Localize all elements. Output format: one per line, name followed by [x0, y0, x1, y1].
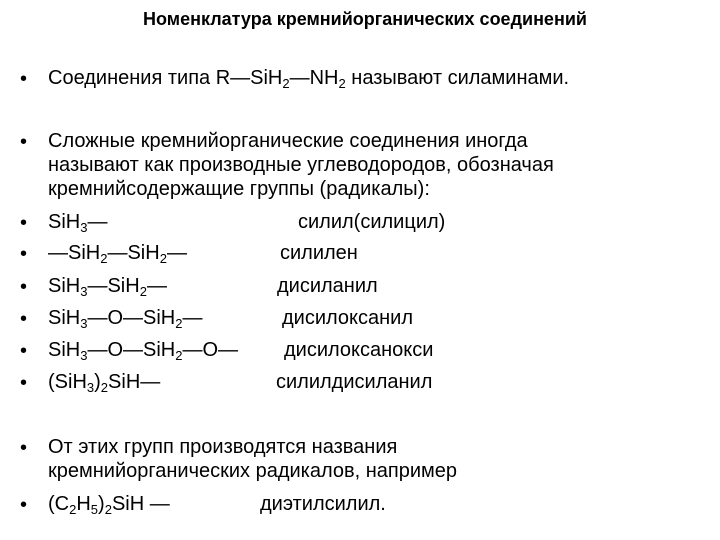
formula-subscript: 2 [159, 251, 167, 266]
formula-part: ) [98, 493, 105, 515]
formula-subscript: 2 [100, 251, 108, 266]
group-formula [48, 307, 203, 329]
silamine-subscript-1: 2 [282, 76, 290, 91]
silamine-text-2: —NH [289, 67, 339, 89]
formula-part: —SiH [87, 275, 140, 297]
formula-part: SiH [48, 307, 81, 329]
formula-subscript: 2 [104, 502, 112, 517]
formula-subscript: 3 [80, 220, 88, 235]
group-formula [48, 371, 160, 393]
formula-part: — [166, 242, 187, 264]
formula-subscript: 3 [86, 380, 95, 395]
formula-subscript: 3 [80, 348, 88, 363]
group-name: дисилоксанокси [284, 339, 434, 361]
formula-part: SiH [48, 275, 81, 297]
complex-line-3: кремнийсодержащие группы (радикалы): [48, 178, 430, 200]
silamine-text-1: Соединения типа R—SiH [48, 67, 283, 89]
group-row [48, 274, 378, 299]
derived-line-2: кремнийорганических радикалов, например [48, 460, 458, 482]
formula-subscript: 2 [69, 502, 77, 517]
formula-part: — [87, 211, 108, 233]
formula-part: — [146, 275, 167, 297]
formula-part: —O—SiH [87, 339, 176, 361]
formula-subscript: 3 [80, 316, 88, 331]
formula-part: (SiH [48, 371, 87, 393]
formula-part: SiH [48, 339, 81, 361]
bullet-icon: • [20, 276, 28, 298]
formula-part: SiH — [111, 493, 170, 515]
formula-part: SiH— [108, 371, 161, 393]
complex-line-2: называют как производные углеводородов, обозначая [48, 154, 554, 176]
formula-part: — [182, 307, 203, 329]
formula-part: (C [48, 493, 70, 515]
group-formula [48, 211, 107, 233]
formula-subscript: 5 [90, 502, 99, 517]
formula-subscript: 3 [80, 284, 88, 299]
formula-part: ) [94, 371, 101, 393]
silamine-subscript-2: 2 [338, 76, 346, 91]
bullet-icon: • [20, 372, 28, 394]
bullet-icon: • [20, 340, 28, 362]
slide-title: Номенклатура кремнийорганических соединений [143, 9, 587, 29]
formula-subscript: 2 [139, 284, 147, 299]
bullet-icon: • [20, 68, 28, 90]
group-row [48, 370, 433, 395]
bullet-icon: • [20, 131, 28, 153]
group-name: силилен [280, 242, 358, 264]
group-row [48, 210, 446, 235]
formula-part: —SiH [48, 242, 101, 264]
complex-line-1: Сложные кремнийорганические соединения иногда [48, 130, 528, 152]
formula-part: SiH [48, 211, 81, 233]
example-row [48, 492, 386, 517]
group-name: силил(силицил) [298, 211, 446, 233]
group-row [48, 241, 358, 266]
formula-part: —O—SiH [87, 307, 176, 329]
group-row [48, 338, 434, 363]
example-name: диэтилсилил. [260, 493, 386, 515]
bullet-icon: • [20, 437, 28, 459]
group-formula [48, 339, 238, 361]
formula-part: —O— [182, 339, 239, 361]
example-formula [48, 493, 170, 515]
bullet-icon: • [20, 308, 28, 330]
bullet-icon: • [20, 212, 28, 234]
bullet-icon: • [20, 494, 28, 516]
formula-subscript: 2 [100, 380, 109, 395]
formula-subscript: 2 [175, 348, 183, 363]
group-formula [48, 275, 167, 297]
formula-subscript: 2 [175, 316, 183, 331]
group-row [48, 306, 414, 331]
group-name: силилдисиланил [276, 371, 433, 393]
silamine-statement [48, 66, 569, 90]
group-name: дисилоксанил [282, 307, 414, 329]
formula-part: —SiH [107, 242, 160, 264]
group-name: дисиланил [277, 275, 378, 297]
group-formula [48, 242, 187, 264]
bullet-icon: • [20, 243, 28, 265]
silamine-text-3: называют силаминами. [345, 67, 570, 89]
formula-part: H [76, 493, 91, 515]
derived-line-1: От этих групп производятся названия [48, 436, 398, 458]
